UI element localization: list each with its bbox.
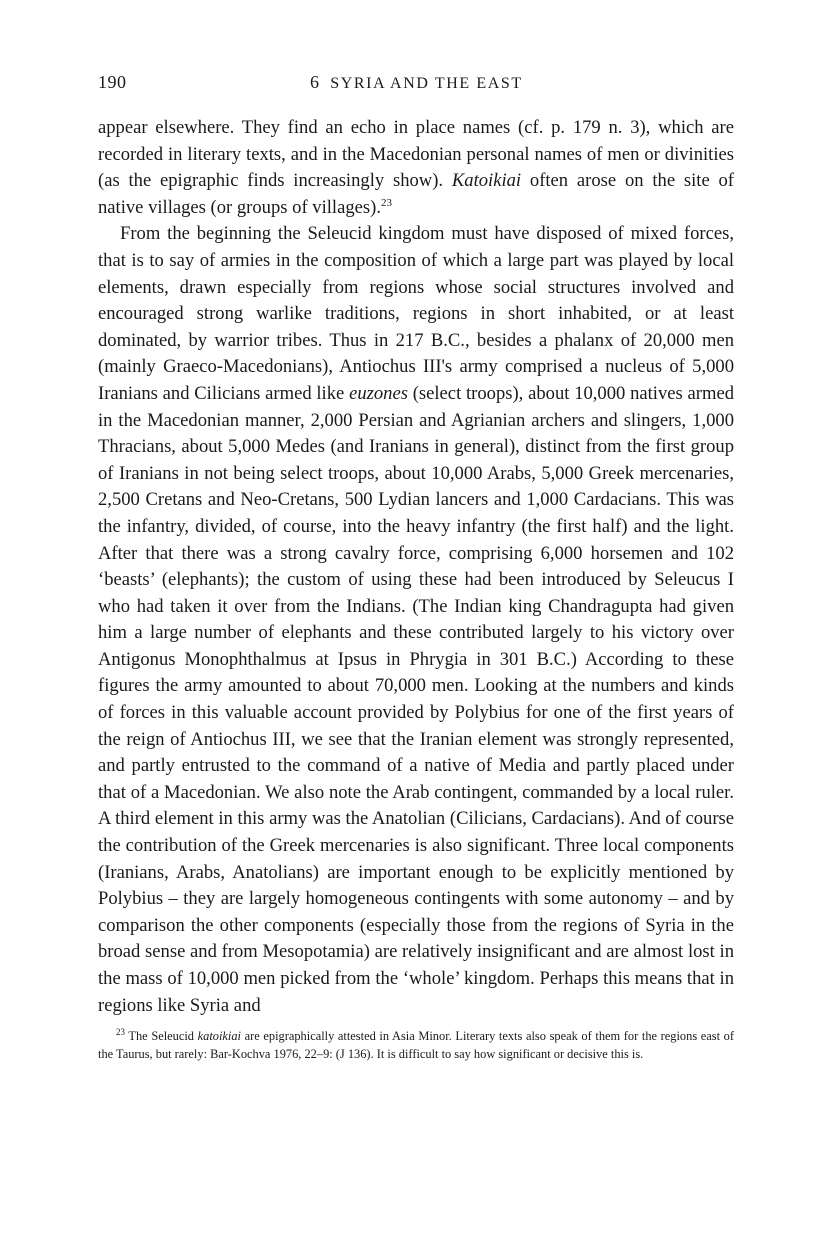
paragraph-1-text: appear elsewhere. They find an echo in place names (cf. p. 179 n. 3), which are recorded in literary texts, and in the Macedonian personal names of men or divinities (as the epigraphic finds increasingly show). (98, 117, 734, 192)
chapter-number: 6 (310, 72, 321, 92)
paragraph-2 (98, 221, 734, 1019)
footnote-term-katoikiai: katoikiai (197, 1029, 241, 1044)
term-euzones: euzones (349, 382, 408, 404)
footnote-reference[interactable]: 23 (380, 196, 392, 209)
page-number: 190 (98, 72, 127, 92)
footnote-text: The Seleucid (125, 1029, 198, 1044)
paragraph-2-text: From the beginning the Seleucid kingdom must have disposed of mixed forces, that is to say of armies in the composition of which a large part was played by local elements, drawn especially from regions whose social structures involved and encouraged strong warlike traditions, regions in short inhabited, or at least dominated, by warrior tribes. Thus in 217 B.C., besides a phalanx of 20,000 men (mainly Graeco-Macedonians), Antiochus III's army comprised a nucleus of 5,000 Iranians and Cilicians armed like (98, 223, 734, 404)
paragraph-2-text-end: (select troops), about 10,000 natives armed in the Macedonian manner, 2,000 Persian and Agrianian archers and slingers, 1,000 Thracians, about 5,000 Medes (and Iranians in general), distinct from the first group of Iranians in not being select troops, about 10,000 Arabs, 5,000 Greek mercenaries, 2,500 Cretans and Neo-Cretans, 500 Lydian lancers and 1,000 Cardacians. This was the infantry, divided, of course, into the heavy infantry (the first half) and the light. After that there was a strong cavalry force, comprising 6,000 horsemen and 102 ‘beasts’ (elephants); the custom of using these had been introduced by Seleucus I who had taken it over from the Indians. (The Indian king Chandragupta had given him a large number of elephants and these contributed largely to his victory over Antigonus Monophthalmus at Ipsus in Phrygia in 301 B.C.) According to these figures the army amounted to about 70,000 men. Looking at the numbers and kinds of forces in this valuable account provided by Polybius for one of the first years of the reign of Antiochus III, we see that the Iranian element was strongly represented, and partly entrusted to the command of a native of Media and partly placed under that of a Macedonian. We also note the Arab contingent, commanded by a local ruler. A third element in this army was the Anatolian (Cilicians, Cardacians). And of course the contribution of the Greek mercenaries is also significant. Three local components (Iranians, Arabs, Anatolians) are important enough to be explicitly mentioned by Polybius – they are largely homogeneous contingents with some autonomy – and by comparison the other components (especially those from the regions of Syria in the broad sense and from Mesopotamia) are relatively insignificant and are almost lost in the mass of 10,000 men picked from the ‘whole’ kingdom. Perhaps this means that in regions like Syria and (98, 382, 734, 1016)
running-head (310, 72, 523, 93)
term-katoikiai: Katoikiai (451, 170, 522, 192)
paragraph-1 (98, 115, 734, 221)
footnote-number: 23 (116, 1027, 125, 1038)
chapter-title: SYRIA AND THE EAST (330, 75, 523, 92)
footnote (98, 1027, 734, 1063)
body-text (98, 115, 734, 1019)
paragraph-1-text-end: often arose on the site of native villages (or groups of villages). (98, 170, 734, 218)
book-page (98, 70, 734, 1063)
footnote-text-end: are epigraphically attested in Asia Minor. Literary texts also speak of them for the regions east of the Taurus, but rarely: Bar-Kochva 1976, 22–9: (J 136). It is difficult to say how significant or decisive this is. (98, 1029, 735, 1062)
running-header (98, 70, 734, 96)
